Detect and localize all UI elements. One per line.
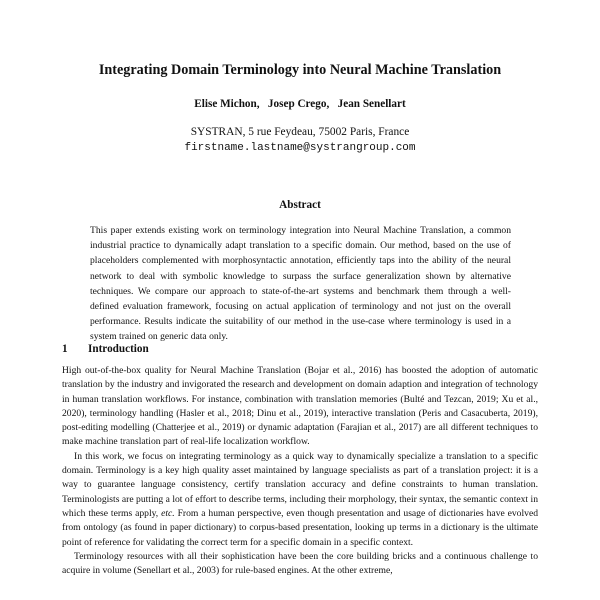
intro-paragraph: Terminology resources with all their sophistication have been the core building bricks and a continuous challenge to acquire in volume (Senellart et al., 2003) for rule-based engines. At the other extreme, — [62, 550, 538, 577]
intro-paragraph: High out-of-the-box quality for Neural Machine Translation (Bojar et al., 2016) has boosted the adoption of automatic translation by the industry and invigorated the research and development on domain adaption and integration of technology in human translation workflows. For instance, combination with translation memories (Bulté and Tezcan, 2019; Xu et al., 2020), terminology handling (Hasler et al., 2018; Dinu et al., 2019), interactive translation (Peris and Casacuberta, 2019), post-editing modelling (Chatterjee et al., 2019) or dynamic adaptation (Farajian et al., 2017) are all different techniques to make machine translation part of real-life localization workflow. — [62, 365, 538, 448]
intro-paragraph — [62, 450, 538, 550]
abstract-heading: Abstract — [279, 199, 321, 211]
affiliation: SYSTRAN, 5 rue Feydeau, 75002 Paris, France — [190, 126, 410, 138]
intro-text: From a human perspective, even though presentation and usage of dictionaries have evolved from ontology (as found in paper dictionary) to corpus-based presentation, looking up terms in a dictionary is the ultimate point of reference for validating the correct term for a specific domain in a specific context. — [62, 507, 538, 548]
abstract-body: This paper extends existing work on terminology integration into Neural Machine Translation, a common industrial practice to dynamically adapt translation to a specific domain. Our method, based on the use of placeholders complemented with morphosyntactic annotation, efficiently taps into the ability of the neural network to deal with symbolic knowledge to surpass the surface generalization shown by alternative techniques. We compare our approach to state-of-the-art systems and benchmark them through a well-defined evaluation framework, focusing on actual application of terminology and not just on the overall performance. Results indicate the suitability of our method in the use-case where terminology is used in a system trained on generic data only. — [90, 225, 511, 343]
section-title: Introduction — [88, 343, 149, 355]
paper-title: Integrating Domain Terminology into Neural Machine Translation — [98, 62, 502, 78]
section-number: 1 — [62, 343, 68, 355]
introduction-body — [62, 364, 538, 578]
intro-etc: etc. — [161, 507, 175, 519]
section-heading — [62, 343, 149, 355]
intro-text: In this work, we focus on integrating terminology as a quick way to dynamically specialize a translation to a specific domain. Terminology is a key high quality asset maintained by language specialists as part of a translation project: it is a way to guarantee language consistency, certify translation accuracy and define constraints to human translation. Terminologists are putting a lot of effort to describe terms, including their morphology, their syntax, the semantic context in which these terms apply, — [62, 450, 538, 519]
author-email: firstname.lastname@systrangroup.com — [184, 142, 416, 154]
author-list: Elise Michon, Josep Crego, Jean Senellart — [194, 98, 406, 110]
